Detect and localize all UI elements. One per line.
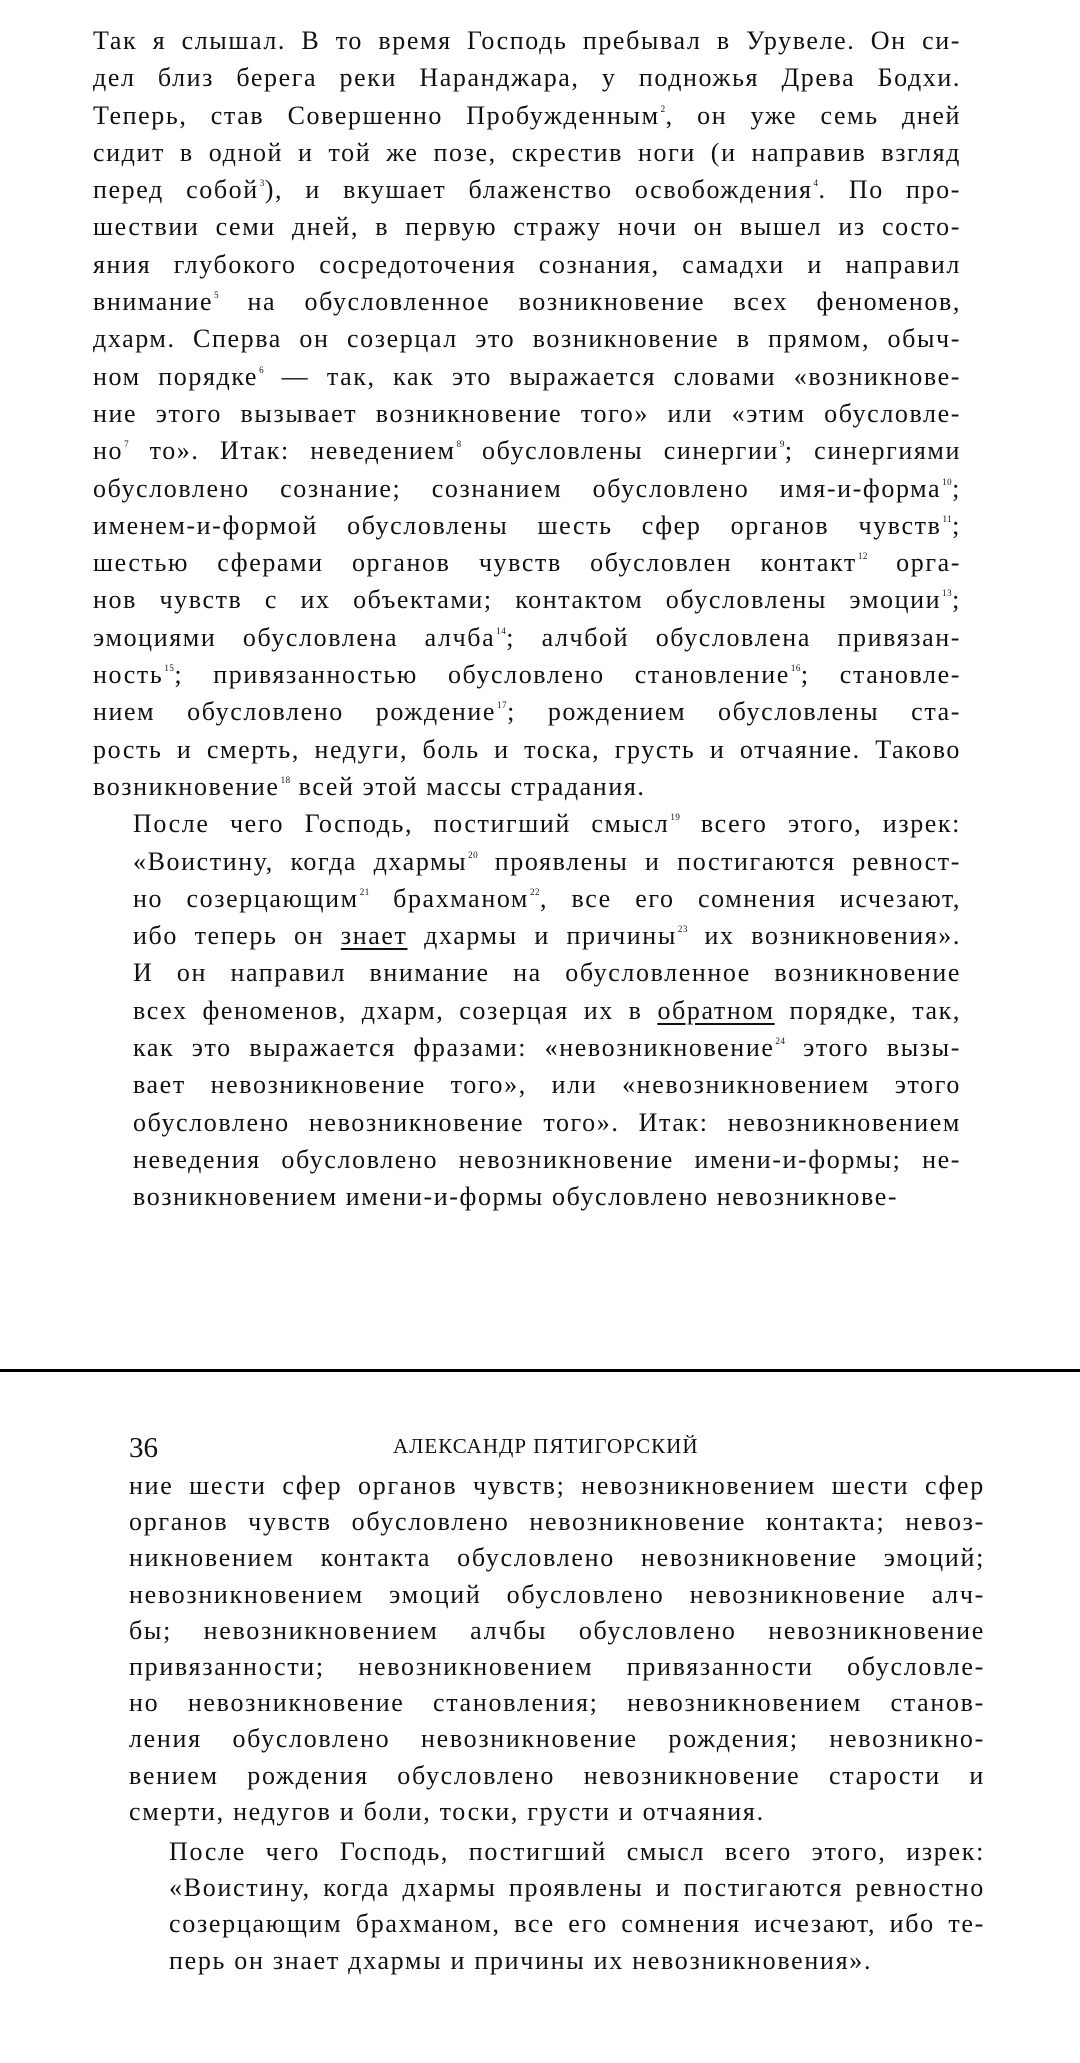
text-line bbox=[93, 507, 961, 544]
text-run: брахманом bbox=[369, 883, 529, 913]
footnote-marker[interactable]: 8 bbox=[456, 439, 462, 450]
footnote-marker[interactable]: 10 bbox=[942, 476, 953, 487]
footnote-marker[interactable]: 2 bbox=[660, 103, 666, 114]
text-run: «Воистину, когда дхармы bbox=[133, 846, 468, 876]
text-run: невозникновением эмоций обусловлено невозникновение алч- bbox=[129, 1579, 985, 1609]
text-run: — так, как это выражается словами «возникнове- bbox=[264, 361, 961, 391]
footnote-marker[interactable]: 9 bbox=[779, 439, 785, 450]
text-line bbox=[93, 432, 961, 469]
text-run: ; bbox=[952, 510, 961, 540]
text-line bbox=[93, 134, 961, 171]
text-line bbox=[129, 1468, 985, 1504]
text-line bbox=[129, 1613, 985, 1649]
text-run: ления обусловлено невозникновение рождения; невозникно- bbox=[129, 1724, 985, 1754]
text-run: бы; невозникновением алчбы обусловлено невозникновение bbox=[129, 1615, 985, 1645]
footnote-marker[interactable]: 16 bbox=[790, 663, 801, 674]
footnote-marker[interactable]: 23 bbox=[677, 924, 688, 935]
text-run: сидит в одной и той же позе, скрестив ноги (и направив взгляд bbox=[93, 137, 961, 167]
text-run: но невозникновение становления; невозникновением станов- bbox=[129, 1688, 985, 1718]
text-run: но созерцающим bbox=[133, 883, 359, 913]
text-run: После чего Господь, постигший смысл bbox=[133, 809, 670, 839]
footnote-marker[interactable]: 22 bbox=[530, 886, 540, 897]
text-run: Так я слышал. В то время Господь пребывал в Урувеле. Он си- bbox=[93, 26, 961, 55]
text-run: После чего Господь, постигший смысл всего этого, изрек: bbox=[169, 1837, 985, 1867]
text-run: на обусловленное возникновение всех феноменов, bbox=[219, 287, 961, 317]
text-line bbox=[93, 693, 961, 730]
text-line bbox=[129, 1649, 985, 1685]
text-run: органов чувств обусловлено невозникновение контакта; невоз- bbox=[129, 1507, 985, 1537]
text-line bbox=[129, 1906, 985, 1942]
text-line bbox=[129, 1685, 985, 1721]
text-run: всей этой массы страдания. bbox=[290, 771, 646, 801]
text-run: нов чувств с их объектами; контактом обусловлены эмоции bbox=[93, 585, 942, 615]
running-title: АЛЕКСАНДР ПЯТИГОРСКИЙ bbox=[393, 1434, 699, 1458]
text-line bbox=[93, 619, 961, 656]
text-line bbox=[129, 1504, 985, 1540]
footnote-marker[interactable]: 7 bbox=[124, 439, 130, 450]
text-run: как это выражается фразами: «невозникновение bbox=[133, 1033, 775, 1063]
text-run: дхарм. Сперва он созерцал это возникновение в прямом, обыч- bbox=[93, 324, 961, 354]
text-run: ность bbox=[93, 660, 164, 690]
text-line bbox=[93, 731, 961, 768]
text-run: ; становле- bbox=[800, 660, 961, 690]
text-line bbox=[93, 843, 961, 880]
text-run: дел близ берега реки Наранджара, у подножья Древа Бодхи. bbox=[93, 63, 961, 93]
text-run: созерцающим брахманом, все его сомнения исчезают, ибо те- bbox=[169, 1909, 985, 1939]
footnote-marker[interactable]: 5 bbox=[214, 290, 220, 301]
text-run: проявлены и постигаются ревност- bbox=[478, 846, 961, 876]
footnote-marker[interactable]: 12 bbox=[857, 551, 868, 562]
text-run: яния глубокого сосредоточения сознания, самадхи и направил bbox=[93, 249, 961, 279]
text-run: ; bbox=[952, 473, 961, 503]
text-run: ; bbox=[952, 585, 961, 615]
text-run: но bbox=[93, 436, 124, 466]
text-run: «Воистину, когда дхармы проявлены и постигаются ревностно bbox=[169, 1873, 985, 1903]
text-line bbox=[129, 1540, 985, 1576]
text-line bbox=[93, 470, 961, 507]
footnote-marker[interactable]: 20 bbox=[468, 849, 479, 860]
text-line bbox=[93, 1141, 961, 1178]
text-line bbox=[129, 1758, 985, 1794]
paragraph bbox=[93, 805, 961, 1215]
paragraph bbox=[93, 22, 961, 805]
text-line bbox=[93, 917, 961, 954]
text-run: обусловлено сознание; сознанием обусловлено имя-и-форма bbox=[93, 473, 942, 503]
paragraph bbox=[129, 1834, 985, 1979]
text-run: . По про- bbox=[818, 175, 962, 205]
text-line bbox=[93, 768, 961, 805]
text-line bbox=[93, 171, 961, 208]
text-run: возникновение bbox=[93, 771, 280, 801]
emphasized-word: знает bbox=[340, 921, 408, 951]
text-run: внимание bbox=[93, 287, 214, 317]
text-line bbox=[129, 1577, 985, 1613]
text-line bbox=[93, 320, 961, 357]
text-run: вением рождения обусловлено невозникновение старости и bbox=[129, 1760, 985, 1790]
page-bottom-body bbox=[129, 1432, 985, 1979]
text-run: перед собой bbox=[93, 175, 259, 205]
text-line bbox=[93, 1104, 961, 1141]
text-run: шествии семи дней, в первую стражу ночи он вышел из состо- bbox=[93, 212, 961, 242]
paragraph bbox=[129, 1468, 985, 1830]
text-run: неведения обусловлено невозникновение имени-и-формы; не- bbox=[133, 1144, 961, 1174]
text-run: рость и смерть, недуги, боль и тоска, грусть и отчаяние. Таково bbox=[93, 734, 961, 764]
text-run: никновением контакта обусловлено невозникновение эмоций; bbox=[129, 1543, 985, 1573]
text-run: , он уже семь дней bbox=[665, 100, 961, 130]
text-line bbox=[129, 1834, 985, 1870]
text-run: , все его сомнения исчезают, bbox=[540, 883, 961, 913]
text-line bbox=[93, 208, 961, 245]
text-run: Теперь, став Совершенно Пробужденным bbox=[93, 100, 660, 130]
text-run: обусловлено невозникновение того». Итак: невозникновением bbox=[133, 1107, 961, 1137]
text-line bbox=[129, 1721, 985, 1757]
emphasized-word: обратном bbox=[657, 995, 775, 1025]
footnote-marker[interactable]: 24 bbox=[775, 1036, 786, 1047]
footnote-marker[interactable]: 13 bbox=[942, 588, 953, 599]
text-line bbox=[93, 59, 961, 96]
text-run: ибо теперь он bbox=[133, 921, 341, 951]
text-line bbox=[93, 246, 961, 283]
text-run: ; синергиями bbox=[784, 436, 961, 466]
text-run: нием обусловлено рождение bbox=[93, 697, 497, 727]
text-line bbox=[93, 358, 961, 395]
footnote-marker[interactable]: 11 bbox=[942, 513, 953, 524]
text-run: эмоциями обусловлена алчба bbox=[93, 622, 496, 652]
text-run: дхармы и причины bbox=[407, 921, 677, 951]
text-line bbox=[93, 395, 961, 432]
text-line bbox=[93, 283, 961, 320]
footnote-marker[interactable]: 14 bbox=[496, 625, 507, 636]
footnote-marker[interactable]: 21 bbox=[359, 886, 370, 897]
footnote-marker[interactable]: 6 bbox=[259, 364, 265, 375]
text-run: ; привязанностью обусловлено становление bbox=[174, 660, 790, 690]
text-run: обусловлены синергии bbox=[461, 436, 779, 466]
text-run: ние этого вызывает возникновение того» или «этим обусловле- bbox=[93, 398, 961, 428]
text-line bbox=[129, 1794, 985, 1830]
footnote-marker[interactable]: 17 bbox=[497, 700, 508, 711]
text-run: ном порядке bbox=[93, 361, 259, 391]
footnote-marker[interactable]: 19 bbox=[670, 812, 681, 823]
text-line bbox=[93, 1066, 961, 1103]
text-line bbox=[93, 97, 961, 134]
text-run: этого вызы- bbox=[785, 1033, 962, 1063]
text-run: привязанности; невозникновением привязанности обусловле- bbox=[129, 1652, 985, 1682]
text-run: вает невозникновение того», или «невозникновением этого bbox=[133, 1070, 961, 1100]
text-run: возникновением имени-и-формы обусловлено невозникнове- bbox=[133, 1182, 899, 1212]
text-run: то». Итак: неведением bbox=[129, 436, 456, 466]
page-divider bbox=[0, 1369, 1080, 1372]
text-line bbox=[93, 22, 961, 59]
text-line bbox=[93, 805, 961, 842]
text-line bbox=[93, 1029, 961, 1066]
text-run: всего этого, изрек: bbox=[680, 809, 961, 839]
text-run: их возникновения». bbox=[687, 921, 961, 951]
text-run: ; рождением обусловлены ста- bbox=[507, 697, 961, 727]
text-line bbox=[93, 544, 961, 581]
text-run: И он направил внимание на обусловленное возникновение bbox=[133, 958, 961, 988]
text-run: перь он знает дхармы и причины их невозникновения». bbox=[169, 1945, 873, 1975]
text-run: орга- bbox=[867, 548, 962, 578]
text-line bbox=[93, 656, 961, 693]
text-run: именем-и-формой обусловлены шесть сфер органов чувств bbox=[93, 510, 942, 540]
footnote-marker[interactable]: 3 bbox=[259, 178, 265, 189]
text-run: смерти, недугов и боли, тоски, грусти и отчаяния. bbox=[129, 1796, 765, 1826]
text-line bbox=[93, 1178, 961, 1215]
text-run: ние шести сфер органов чувств; невозникновением шести сфер bbox=[129, 1471, 985, 1500]
text-run: порядке, так, bbox=[774, 995, 961, 1025]
footnote-marker[interactable]: 4 bbox=[813, 178, 819, 189]
footnote-marker[interactable]: 15 bbox=[164, 663, 175, 674]
text-run: всех феноменов, дхарм, созерцая их в bbox=[133, 995, 658, 1025]
text-line bbox=[129, 1870, 985, 1906]
footnote-marker[interactable]: 18 bbox=[280, 774, 291, 785]
text-line bbox=[93, 581, 961, 618]
text-line bbox=[93, 992, 961, 1029]
text-run: шестью сферами органов чувств обусловлен контакт bbox=[93, 548, 857, 578]
text-run: ; алчбой обусловлена привязан- bbox=[506, 622, 961, 652]
text-line bbox=[93, 954, 961, 991]
text-run: ), и вкушает блаженство освобождения bbox=[264, 175, 813, 205]
page-number: 36 bbox=[129, 1432, 158, 1464]
text-line bbox=[93, 880, 961, 917]
text-line bbox=[129, 1943, 985, 1979]
page-top-body bbox=[93, 22, 961, 1216]
